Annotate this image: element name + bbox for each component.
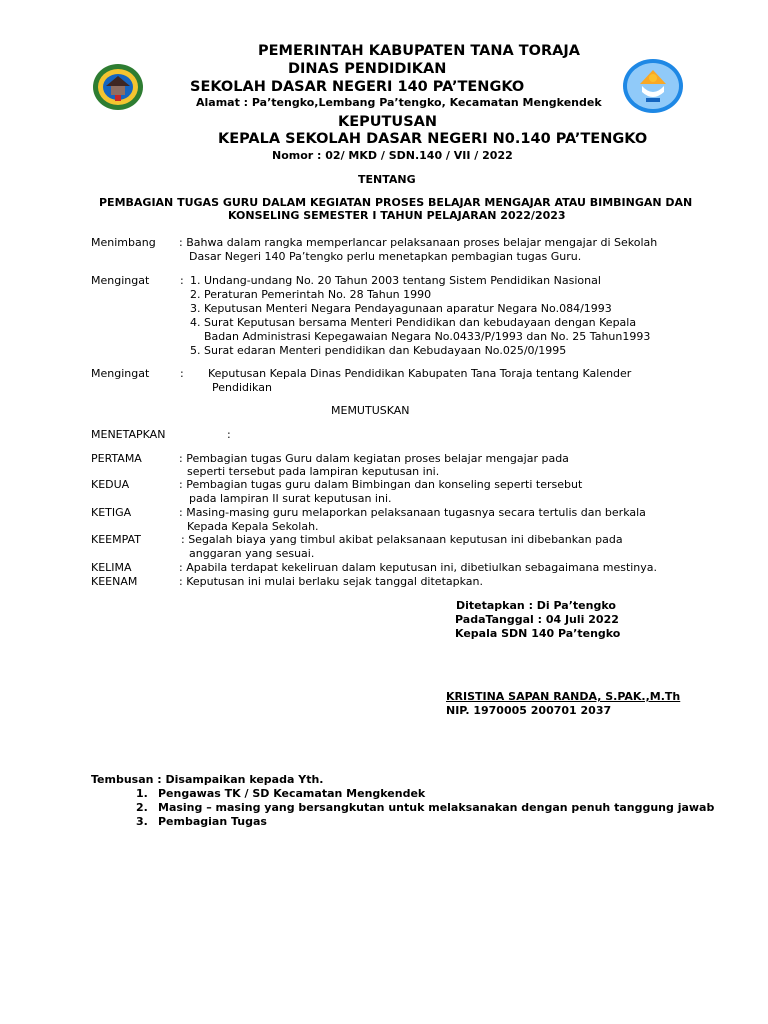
title-nomor: Nomor : 02/ MKD / SDN.140 / VII / 2022 xyxy=(272,149,513,162)
menimbang-line-2: Dasar Negeri 140 Pa’tengko perlu menetapkan pembagian tugas Guru. xyxy=(189,250,582,263)
decision-label: KELIMA xyxy=(91,561,132,574)
decision-line-1: : Masing-masing guru melaporkan pelaksanaan tugasnya secara tertulis dan berkala xyxy=(179,506,646,519)
decision-label: KETIGA xyxy=(91,506,132,519)
header-line-3: SEKOLAH DASAR NEGERI 140 PA’TENGKO xyxy=(190,79,525,95)
decision-label: KEEMPAT xyxy=(91,533,141,546)
mengingat-2-line-2: Pendidikan xyxy=(212,381,272,394)
tembusan-heading: Tembusan : Disampaikan kepada Yth. xyxy=(91,773,324,786)
regency-emblem-logo xyxy=(92,62,144,112)
decision-line-2: seperti tersebut pada lampiran keputusan ini. xyxy=(187,465,440,478)
menimbang-line-1: : Bahwa dalam rangka memperlancar pelaksanaan proses belajar mengajar di Sekolah xyxy=(179,236,658,249)
signature-nip: NIP. 1970005 200701 2037 xyxy=(446,704,612,717)
mengingat-2-line-1: Keputusan Kepala Dinas Pendidikan Kabupaten Tana Toraja tentang Kalender xyxy=(208,367,632,380)
mengingat-item: 2. Peraturan Pemerintah No. 28 Tahun 1990 xyxy=(190,288,432,301)
decision-line-1: : Segalah biaya yang timbul akibat pelaksanaan keputusan ini dibebankan pada xyxy=(181,533,623,546)
tembusan-item: Pengawas TK / SD Kecamatan Mengkendek xyxy=(158,787,426,800)
mengingat-item: 4. Surat Keputusan bersama Menteri Pendidikan dan kebudayaan dengan Kepala xyxy=(190,316,637,329)
tembusan-item: Pembagian Tugas xyxy=(158,815,267,828)
menetapkan-label: MENETAPKAN xyxy=(91,428,166,441)
signature-name: KRISTINA SAPAN RANDA, S.PAK.,M.Th xyxy=(446,690,681,703)
header-address: Alamat : Pa’tengko,Lembang Pa’tengko, Kecamatan Mengkendek xyxy=(196,96,602,109)
signature-jabatan: Kepala SDN 140 Pa’tengko xyxy=(455,627,621,640)
decision-line-1: : Pembagian tugas Guru dalam kegiatan proses belajar mengajar pada xyxy=(179,452,569,465)
decision-label: PERTAMA xyxy=(91,452,142,465)
mengingat-2-label: Mengingat xyxy=(91,367,150,380)
title-keputusan: KEPUTUSAN xyxy=(338,114,438,130)
decision-line-1: : Pembagian tugas guru dalam Bimbingan dan konseling seperti tersebut xyxy=(179,478,583,491)
mengingat-colon: : xyxy=(180,274,184,287)
header-line-2: DINAS PENDIDIKAN xyxy=(288,61,447,77)
mengingat-item: 1. Undang-undang No. 20 Tahun 2003 tentang Sistem Pendidikan Nasional xyxy=(190,274,601,287)
tembusan-item: Masing – masing yang bersangkutan untuk melaksanakan dengan penuh tanggung jawab xyxy=(158,801,715,814)
mengingat-item: Badan Administrasi Kepegawaian Negara No.0433/P/1993 dan No. 25 Tahun1993 xyxy=(204,330,651,343)
signature-ditetapkan: Ditetapkan : Di Pa’tengko xyxy=(456,599,616,612)
title-subject-line-2: KONSELING SEMESTER I TAHUN PELAJARAN 2022/2023 xyxy=(228,209,566,222)
mengingat-label: Mengingat xyxy=(91,274,150,287)
mengingat-item: 3. Keputusan Menteri Negara Pendayagunaan aparatur Negara No.084/1993 xyxy=(190,302,612,315)
decision-line-1: : Apabila terdapat kekeliruan dalam keputusan ini, dibetiulkan sebagaimana mestinya. xyxy=(179,561,658,574)
signature-tanggal: PadaTanggal : 04 Juli 2022 xyxy=(455,613,619,626)
tembusan-number: 1. xyxy=(136,787,148,800)
decision-line-2: anggaran yang sesuai. xyxy=(189,547,315,560)
mengingat-item: 5. Surat edaran Menteri pendidikan dan Kebudayaan No.025/0/1995 xyxy=(190,344,567,357)
memutuskan-heading: MEMUTUSKAN xyxy=(331,404,410,417)
header-line-1: PEMERINTAH KABUPATEN TANA TORAJA xyxy=(258,43,581,59)
decision-line-1: : Keputusan ini mulai berlaku sejak tanggal ditetapkan. xyxy=(179,575,483,588)
title-subject-line-1: PEMBAGIAN TUGAS GURU DALAM KEGIATAN PROSES BELAJAR MENGAJAR ATAU BIMBINGAN DAN xyxy=(99,196,693,209)
menetapkan-colon: : xyxy=(227,428,231,441)
decision-label: KEDUA xyxy=(91,478,130,491)
decision-line-2: pada lampiran II surat keputusan ini. xyxy=(189,492,392,505)
tembusan-number: 3. xyxy=(136,815,148,828)
menimbang-label: Menimbang xyxy=(91,236,156,249)
tembusan-number: 2. xyxy=(136,801,148,814)
tut-wuri-handayani-logo xyxy=(622,58,684,114)
mengingat-2-colon: : xyxy=(180,367,184,380)
decision-label: KEENAM xyxy=(91,575,138,588)
title-kepala: KEPALA SEKOLAH DASAR NEGERI N0.140 PA’TENGKO xyxy=(218,131,648,147)
title-tentang: TENTANG xyxy=(358,173,416,186)
decision-line-2: Kepada Kepala Sekolah. xyxy=(187,520,319,533)
